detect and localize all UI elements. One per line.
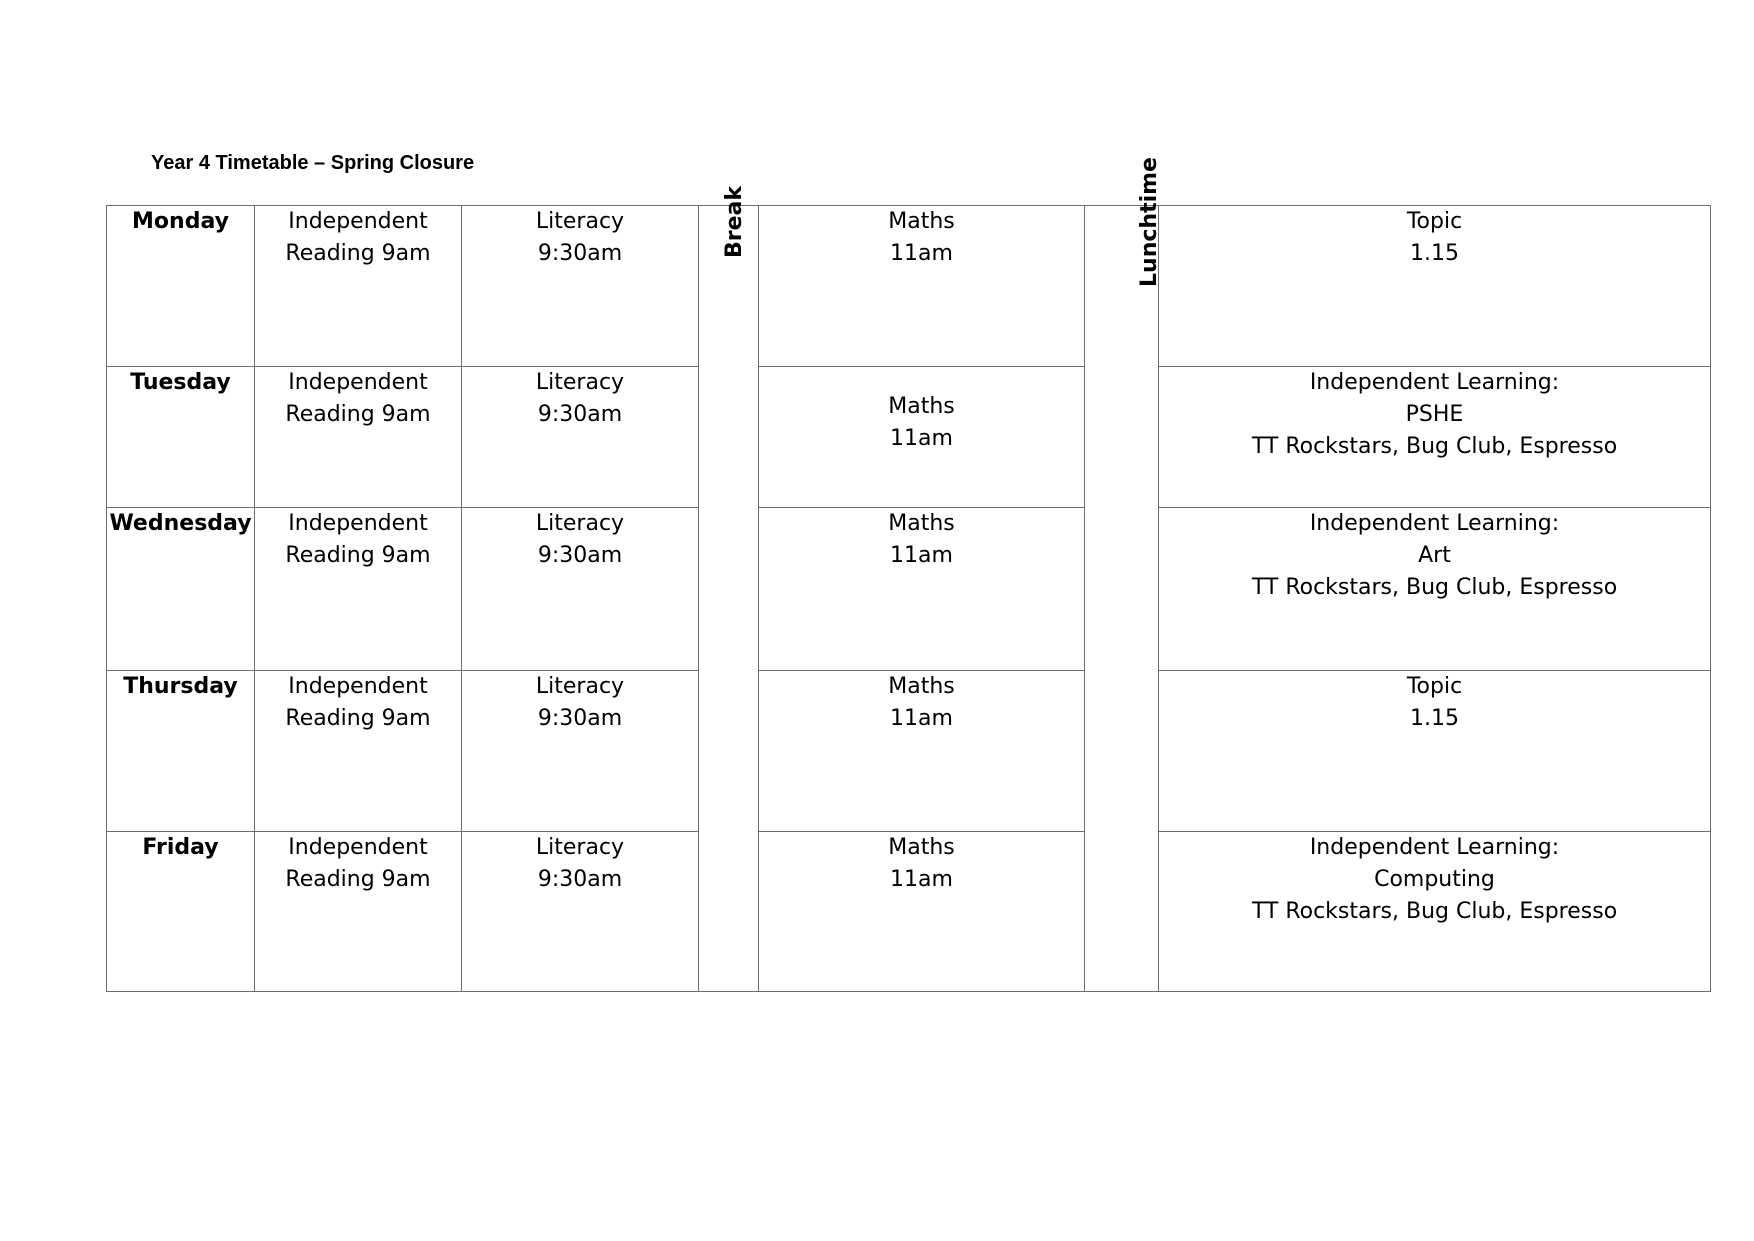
literacy-cell: Literacy 9:30am <box>462 206 699 367</box>
maths-cell: Maths 11am <box>759 508 1085 671</box>
maths-cell: Maths 11am <box>759 366 1085 508</box>
day-cell: Friday <box>107 832 255 992</box>
literacy-cell: Literacy 9:30am <box>462 366 699 508</box>
break-label: Break <box>722 185 748 259</box>
literacy-cell: Literacy 9:30am <box>462 832 699 992</box>
afternoon-cell: Independent Learning: Art TT Rockstars, Bug Club, Espresso <box>1159 508 1711 671</box>
page-title: Year 4 Timetable – Spring Closure <box>151 152 475 174</box>
lunchtime-label: Lunchtime <box>1136 157 1162 287</box>
maths-cell: Maths 11am <box>759 832 1085 992</box>
lunchtime-column <box>1085 157 1162 992</box>
maths-cell: Maths 11am <box>759 206 1085 367</box>
day-cell: Tuesday <box>107 366 255 508</box>
table-row <box>107 206 1711 367</box>
reading-cell: Independent Reading 9am <box>255 670 462 832</box>
table-row <box>107 670 1711 832</box>
afternoon-cell: Independent Learning: PSHE TT Rockstars, Bug Club, Espresso <box>1159 366 1711 508</box>
day-cell: Monday <box>107 206 255 367</box>
table-row <box>107 508 1711 671</box>
table-row <box>107 832 1711 992</box>
afternoon-cell: Independent Learning: Computing TT Rockstars, Bug Club, Espresso <box>1159 832 1711 992</box>
break-column <box>699 185 759 992</box>
table-row <box>107 366 1711 508</box>
reading-cell: Independent Reading 9am <box>255 508 462 671</box>
day-cell: Thursday <box>107 670 255 832</box>
literacy-cell: Literacy 9:30am <box>462 670 699 832</box>
afternoon-cell: Topic 1.15 <box>1159 206 1711 367</box>
day-cell: Wednesday <box>107 508 255 671</box>
reading-cell: Independent Reading 9am <box>255 832 462 992</box>
literacy-cell: Literacy 9:30am <box>462 508 699 671</box>
reading-cell: Independent Reading 9am <box>255 206 462 367</box>
reading-cell: Independent Reading 9am <box>255 366 462 508</box>
maths-cell: Maths 11am <box>759 670 1085 832</box>
afternoon-cell: Topic 1.15 <box>1159 670 1711 832</box>
